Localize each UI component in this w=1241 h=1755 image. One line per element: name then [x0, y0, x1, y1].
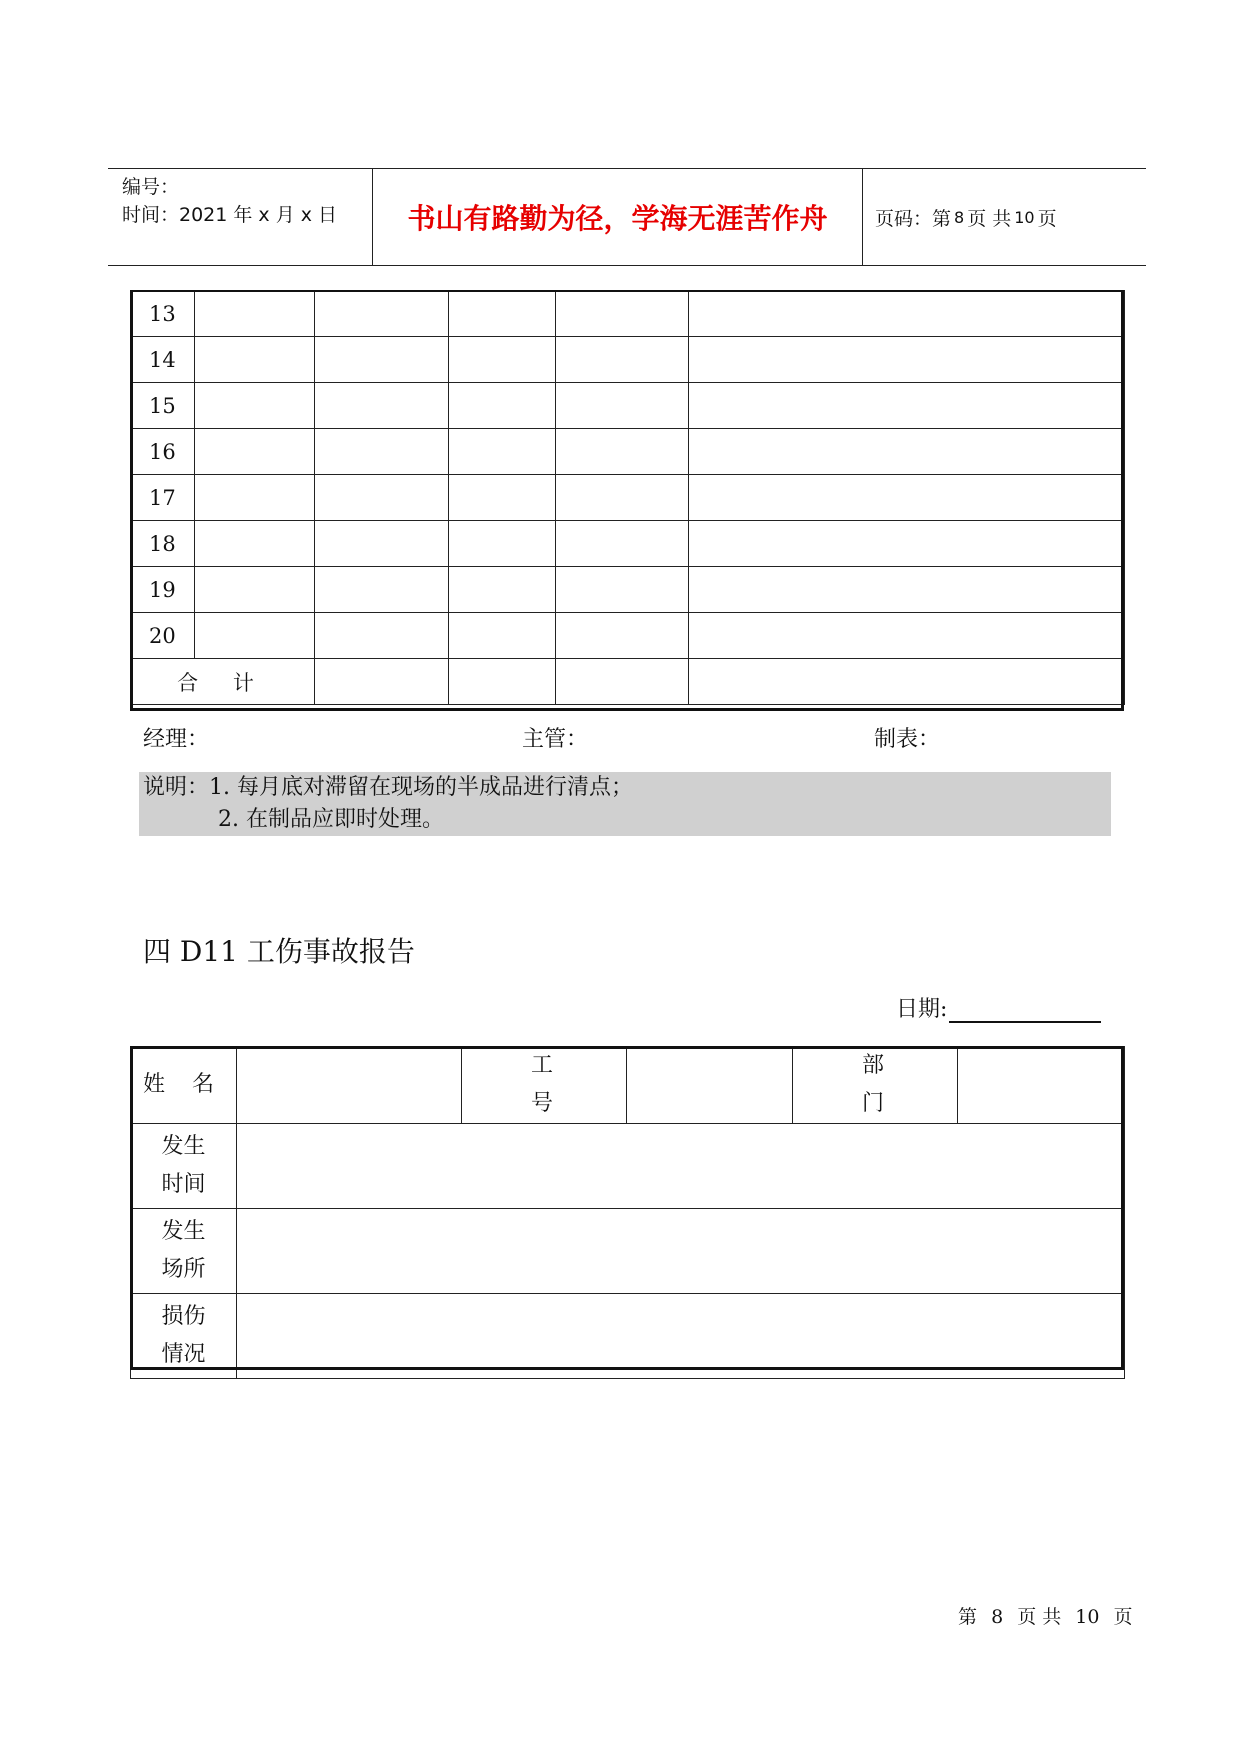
table-cell[interactable] — [195, 475, 315, 521]
table-cell[interactable] — [195, 383, 315, 429]
total-cell[interactable] — [556, 659, 689, 705]
table-cell[interactable] — [195, 291, 315, 337]
table-cell[interactable] — [315, 337, 449, 383]
header-meta — [108, 169, 373, 265]
department-field[interactable] — [958, 1047, 1125, 1124]
table-cell[interactable] — [195, 429, 315, 475]
document-header — [108, 168, 1146, 266]
table-cell[interactable] — [689, 567, 1125, 613]
table-cell[interactable] — [195, 613, 315, 659]
footer-prefix: 第 — [958, 1606, 978, 1628]
table-cell[interactable] — [556, 613, 689, 659]
name-label: 姓 名 — [131, 1047, 237, 1124]
footer-current: 8 — [991, 1606, 1004, 1628]
table-cell[interactable] — [689, 475, 1125, 521]
table-cell[interactable] — [556, 567, 689, 613]
table-cell[interactable] — [449, 429, 556, 475]
instructions-note — [139, 772, 1111, 836]
table-cell[interactable] — [315, 429, 449, 475]
page-mid: 页 共 — [967, 207, 1012, 230]
occurrence-place-label — [131, 1209, 237, 1294]
page-footer — [958, 1602, 1133, 1629]
table-cell[interactable] — [689, 613, 1125, 659]
table-row — [131, 337, 1125, 383]
table-cell[interactable] — [315, 383, 449, 429]
department-label: 部 门 — [793, 1047, 958, 1124]
table-row — [131, 429, 1125, 475]
table-cell[interactable] — [449, 567, 556, 613]
page-suffix: 页 — [1037, 207, 1057, 230]
row-number: 17 — [131, 475, 195, 521]
section-title: 四 D11 工伤事故报告 — [143, 935, 415, 968]
occurrence-time-label-line1: 发生 — [161, 1134, 206, 1159]
occurrence-time-label — [131, 1124, 237, 1209]
total-cell[interactable] — [315, 659, 449, 705]
table-cell[interactable] — [315, 567, 449, 613]
table-cell[interactable] — [689, 521, 1125, 567]
employee-id-field[interactable] — [627, 1047, 793, 1124]
inventory-table — [130, 290, 1125, 705]
header-page-number — [863, 169, 1146, 265]
table-cell[interactable] — [556, 521, 689, 567]
table-row — [131, 567, 1125, 613]
total-cell[interactable] — [449, 659, 556, 705]
total-label: 合 计 — [131, 659, 315, 705]
table-cell[interactable] — [315, 475, 449, 521]
table-row — [131, 613, 1125, 659]
occurrence-place-field[interactable] — [237, 1209, 1125, 1294]
row-number: 20 — [131, 613, 195, 659]
table-row — [131, 383, 1125, 429]
supervisor-label: 主管： — [522, 727, 589, 752]
injury-status-label — [131, 1294, 237, 1379]
row-number: 16 — [131, 429, 195, 475]
table-cell[interactable] — [449, 383, 556, 429]
preparer-label: 制表： — [874, 727, 941, 752]
row-number: 13 — [131, 291, 195, 337]
row-number: 14 — [131, 337, 195, 383]
date-blank[interactable] — [949, 995, 1101, 1023]
table-cell[interactable] — [449, 475, 556, 521]
table-cell[interactable] — [315, 613, 449, 659]
table-cell[interactable] — [449, 291, 556, 337]
header-motto: 书山有路勤为径，学海无涯苦作舟 — [373, 169, 863, 265]
table-cell[interactable] — [195, 521, 315, 567]
table-row — [131, 521, 1125, 567]
employee-id-label: 工 号 — [462, 1047, 627, 1124]
table-row — [131, 291, 1125, 337]
table-cell[interactable] — [556, 337, 689, 383]
table-cell[interactable] — [689, 291, 1125, 337]
total-cell[interactable] — [689, 659, 1125, 705]
name-field[interactable] — [237, 1047, 462, 1124]
injury-status-field[interactable] — [237, 1294, 1125, 1379]
injury-status-label-line2: 情况 — [161, 1342, 206, 1367]
table-cell[interactable] — [556, 383, 689, 429]
table-cell[interactable] — [315, 291, 449, 337]
page-prefix: 页码：第 — [875, 207, 952, 230]
manager-label: 经理： — [143, 727, 210, 752]
time-label: 时间：2021 年 x 月 x 日 — [122, 204, 338, 226]
table-row — [131, 475, 1125, 521]
injury-report-table — [130, 1046, 1125, 1379]
table-cell[interactable] — [689, 337, 1125, 383]
table-cell[interactable] — [315, 521, 449, 567]
row-number: 19 — [131, 567, 195, 613]
footer-mid: 页 共 — [1017, 1606, 1062, 1628]
table-cell[interactable] — [556, 429, 689, 475]
signature-row — [0, 722, 1241, 752]
footer-total: 10 — [1075, 1606, 1100, 1628]
table-cell[interactable] — [689, 383, 1125, 429]
footer-suffix: 页 — [1113, 1606, 1133, 1628]
occurrence-time-label-line2: 时间 — [161, 1172, 206, 1197]
table-cell[interactable] — [195, 337, 315, 383]
page-total: 10 — [1014, 207, 1035, 227]
row-number: 18 — [131, 521, 195, 567]
page-current: 8 — [954, 207, 965, 227]
table-cell[interactable] — [556, 475, 689, 521]
code-label: 编号： — [122, 176, 180, 198]
table-cell[interactable] — [195, 567, 315, 613]
row-number: 15 — [131, 383, 195, 429]
note-line-2: 2. 在制品应即时处理。 — [218, 807, 444, 832]
total-row — [131, 659, 1125, 705]
occurrence-place-label-line1: 发生 — [161, 1219, 206, 1244]
table-cell[interactable] — [556, 291, 689, 337]
table-cell[interactable] — [449, 337, 556, 383]
occurrence-time-field[interactable] — [237, 1124, 1125, 1209]
table-cell[interactable] — [689, 429, 1125, 475]
note-line-1: 说明：1. 每月底对滞留在现场的半成品进行清点； — [143, 775, 633, 800]
occurrence-place-label-line2: 场所 — [161, 1257, 206, 1282]
injury-status-label-line1: 损伤 — [161, 1304, 206, 1329]
table-cell[interactable] — [449, 521, 556, 567]
table-cell[interactable] — [449, 613, 556, 659]
date-label: 日期: — [896, 997, 948, 1022]
date-field — [896, 992, 1101, 1023]
